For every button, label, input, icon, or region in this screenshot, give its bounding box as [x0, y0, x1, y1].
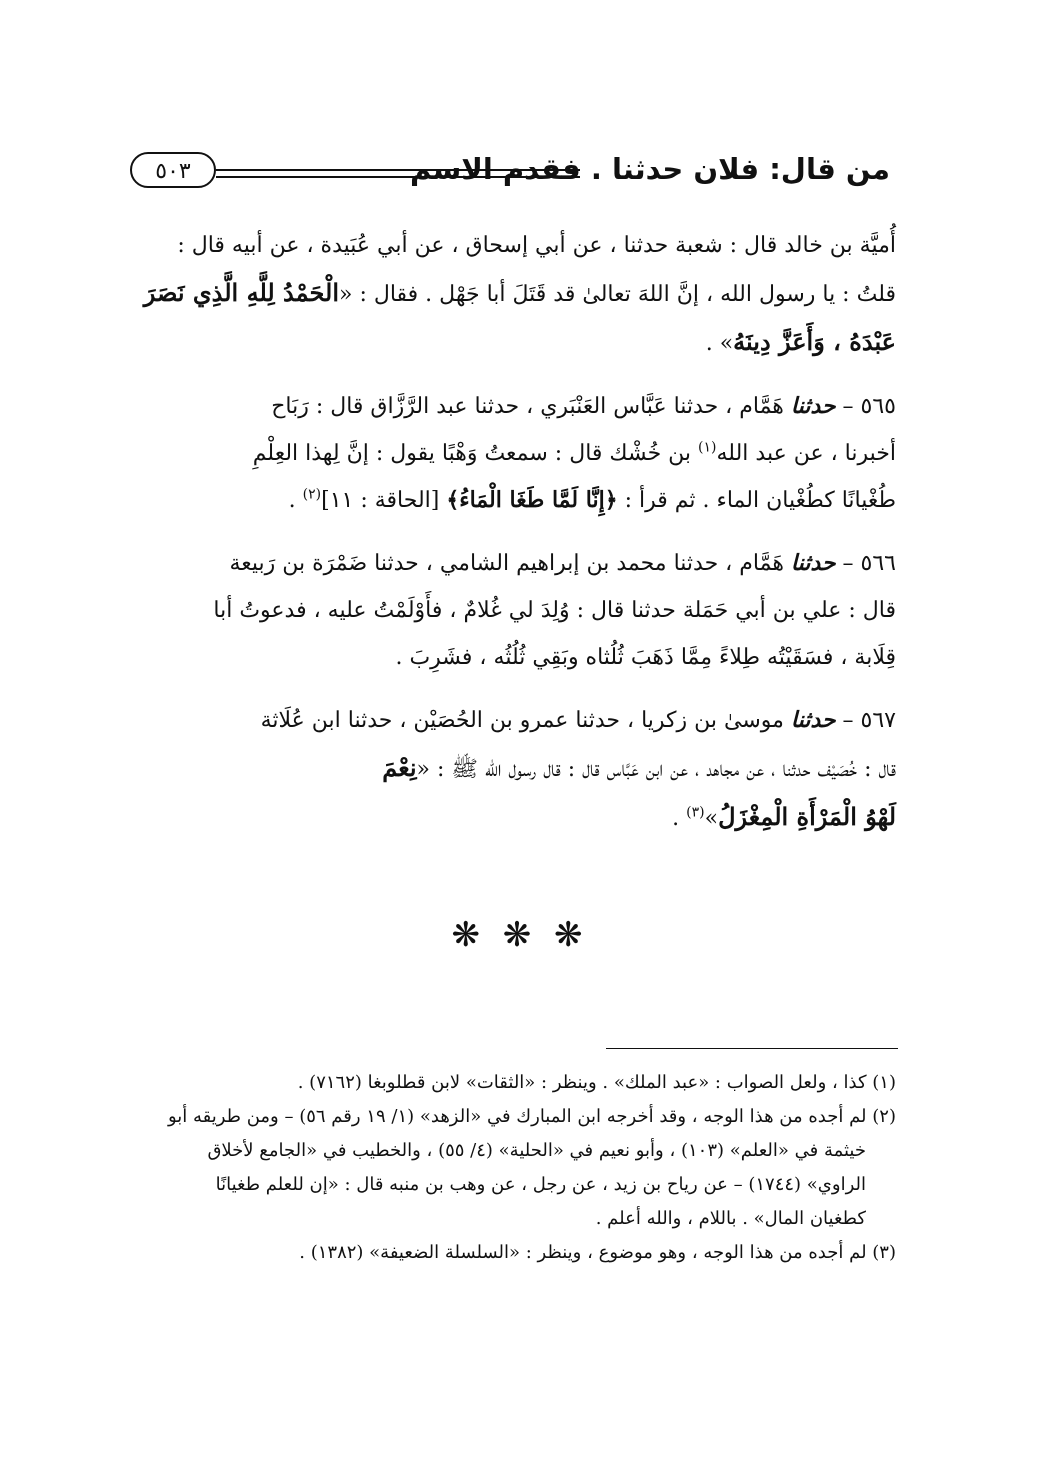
footnote-2-cont: خيثمة في «العلم» (١٠٣) ، وأبو نعيم في «الحلية» (٤/ ٥٥) ، والخطيب في «الجامع لأخلاق	[207, 1140, 866, 1161]
header-rule	[216, 169, 580, 178]
quran-verse: ﴿إِنَّا لَمَّا طَغَا الْمَاءُ﴾	[446, 487, 618, 513]
footnote-2-cont: كطغيان المال» . باللام ، والله أعلم .	[595, 1208, 866, 1229]
hadith-number: ٥٦٦ –	[842, 551, 896, 576]
footnote-ref[interactable]: (١)	[698, 439, 717, 456]
section-separator: ❋ ❋ ❋	[451, 915, 589, 955]
haddathana-word: حدثنا	[790, 707, 836, 733]
text-line: قال : علي بن أبي حَمَلة حدثنا قال : وُلِدَ لي غُلامٌ ، فأَوْلَمْتُ عليه ، فدعوتُ أبا	[213, 598, 896, 623]
text-line: .	[288, 488, 303, 513]
text-line: قال : خُصَيْف حدثنا ، عن مجاهد ، عن ابن عَبَّاس قال : قال رسول الله ﷺ : «	[416, 757, 896, 782]
page-number: ٥٠٣	[130, 152, 216, 188]
quote-text: عَبْدَهُ ، وَأَعَزَّ دِينَهُ	[733, 327, 896, 356]
hadith-number: ٥٦٥ –	[842, 394, 896, 419]
hadith-567	[130, 697, 896, 842]
text-line: قِلَابة ، فسَقَيْتُه طِلاءً مِمَّا ذَهَبَ ثُلُثاه وبَقِي ثُلُثُه ، فشَرِبَ .	[395, 645, 896, 670]
verse-reference: [الحاقة : ١١]	[321, 488, 440, 513]
haddathana-word: حدثنا	[790, 550, 836, 576]
footnote-divider	[606, 1048, 898, 1049]
footnote-2	[130, 1100, 896, 1134]
footnote-ref[interactable]: (٣)	[686, 804, 705, 821]
footnote-2-cont: الراوي» (١٧٤٤) – عن رياح بن زيد ، عن رجل ، عن وهب بن منبه قال : «إن للعلم طغيانًا	[215, 1174, 866, 1195]
text-line: »	[704, 806, 719, 831]
text-line: طُغْيانًا كطُغْيان الماء . ثم قرأ :	[624, 488, 896, 513]
footnotes	[130, 1066, 896, 1270]
hadith-number: ٥٦٧ –	[842, 708, 896, 733]
hadith-565	[130, 383, 896, 524]
text-line: هَمَّام ، حدثنا محمد بن إبراهيم الشامي ، حدثنا ضَمْرَة بن رَبيعة	[229, 551, 784, 576]
quote-text: الْحَمْدُ لِلَّهِ الَّذِي نَصَرَ	[143, 278, 339, 307]
text-line: هَمَّام ، حدثنا عَبَّاس العَنْبَري ، حدثنا عبد الرَّزَّاق قال : رَبَاح	[271, 394, 784, 419]
text-line: موسىٰ بن زكريا ، حدثنا عمرو بن الحُصَيْن ، حدثنا ابن عُلَاثة	[260, 708, 784, 733]
running-title: من قال: فلان حدثنا . فقدم الاسم	[410, 152, 890, 186]
quote-text: لَهْوُ الْمَرْأَةِ الْمِغْزَلُ	[718, 802, 896, 831]
main-text	[130, 222, 896, 858]
text-line: » .	[705, 331, 734, 356]
paragraph-continuation	[130, 222, 896, 367]
page-header	[130, 150, 890, 200]
text-line: أُميَّة بن خالد قال : شعبة حدثنا ، عن أبي إسحاق ، عن أبي عُبَيدة ، عن أبيه قال :	[177, 233, 896, 258]
haddathana-word: حدثنا	[790, 393, 836, 419]
footnote-ref[interactable]: (٢)	[302, 486, 322, 503]
text-line: بن خُشْك قال : سمعتُ وَهْبًا يقول : إنَّ لِهذا العِلْمِ	[252, 441, 692, 466]
text-line: أخبرنا ، عن عبد الله	[716, 441, 896, 466]
footnote-line: (٢) لم أجده من هذا الوجه ، وقد أخرجه ابن المبارك في «الزهد» (١/ ١٩ رقم ٥٦) – ومن طريقه أبو	[167, 1106, 896, 1127]
hadith-566	[130, 540, 896, 681]
footnote-3: (٣) لم أجده من هذا الوجه ، وهو موضوع ، وينظر : «السلسلة الضعيفة» (١٣٨٢) .	[299, 1242, 896, 1263]
text-line: .	[672, 806, 687, 831]
text-line: قلتُ : يا رسول الله ، إنَّ اللهَ تعالىٰ قد قَتَلَ أبا جَهْل . فقال : «	[339, 282, 896, 307]
quote-text: نِعْمَ	[382, 753, 417, 782]
footnote-1: (١) كذا ، ولعل الصواب : «عبد الملك» . وينظر : «الثقات» لابن قطلوبغا (٧١٦٢) .	[297, 1072, 896, 1093]
